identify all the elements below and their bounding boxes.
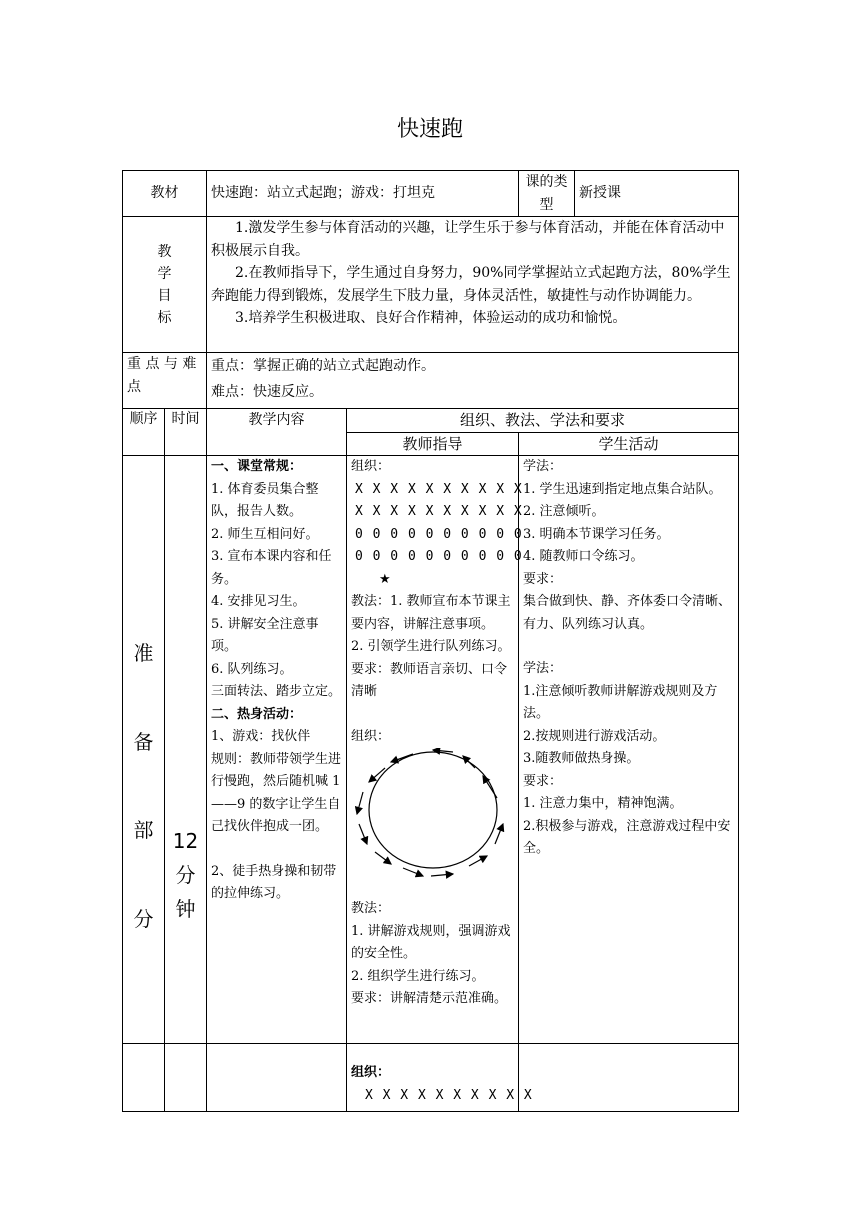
prep-row xyxy=(123,456,739,1044)
student-line: 1.注意倾听教师讲解游戏规则及方法。 xyxy=(523,683,718,721)
lesson-plan-table xyxy=(122,170,739,1112)
goals-label-char: 标 xyxy=(157,310,172,326)
student-line: 4. 随教师口令练习。 xyxy=(523,549,644,564)
next-time xyxy=(165,1044,207,1112)
next-formation-row: X X X X X X X X X X xyxy=(365,1087,533,1103)
student-line: 2.积极参与游戏，注意游戏过程中安全。 xyxy=(523,818,731,856)
content-line: 二、热身活动： xyxy=(211,706,303,722)
student-line: 1. 注意力集中，精神饱满。 xyxy=(523,796,683,811)
col-time: 时间 xyxy=(165,409,207,456)
student-activity xyxy=(519,456,739,1044)
col-org: 组织、教法、学法和要求 xyxy=(347,409,739,433)
student-line: 2. 注意倾听。 xyxy=(523,504,605,519)
goal-item: 2.在教师指导下，学生通过自身努力，90%同学掌握站立式起跑方法，80%学生奔跑能力得到锻炼，发展学生下肢力量，身体灵活性，敏捷性与动作协调能力。 xyxy=(211,265,731,304)
goals-content xyxy=(207,217,739,353)
content-line: 3. 宣布本课内容和任务。 xyxy=(211,549,332,587)
key-label: 重 点 与 难点 xyxy=(123,353,207,409)
order-char: 备 xyxy=(133,729,154,754)
student-line: 学法： xyxy=(523,459,563,474)
goal-item: 3.培养学生积极进取、良好合作精神，体验运动的成功和愉悦。 xyxy=(235,310,627,326)
prep-content xyxy=(207,456,347,1044)
goals-label xyxy=(123,217,207,353)
student-activity-bottom xyxy=(523,658,734,861)
content-line xyxy=(211,839,342,861)
col-student: 学生活动 xyxy=(519,432,739,456)
formation-row: 0 0 0 0 0 0 0 0 0 0 xyxy=(355,526,523,542)
content-line: 规则：教师带领学生进行慢跑，然后随机喊 1——9 的数字让学生自己找伙伴抱成一团。 xyxy=(211,751,342,834)
student-line: 2.按规则进行游戏活动。 xyxy=(523,728,666,744)
circle-arrows-icon xyxy=(351,748,523,898)
student-line: 集合做到快、静、齐体委口令清晰、有力、队列练习认真。 xyxy=(523,594,732,632)
teacher-require-b: 要求：讲解清楚示范准确。 xyxy=(351,991,508,1006)
goals-label-char: 学 xyxy=(157,266,172,282)
student-line: 学法： xyxy=(523,661,563,676)
teacher-method-b1: 1. 讲解游戏规则，强调游戏的安全性。 xyxy=(351,923,511,961)
next-order xyxy=(123,1044,165,1112)
next-org-label: 组织： xyxy=(351,1065,391,1080)
content-line: 2、徒手热身操和韧带的拉伸练习。 xyxy=(211,863,337,901)
column-header-row-1 xyxy=(123,409,739,433)
material-row xyxy=(123,171,739,217)
teacher-require: 要求：教师语言亲切、口令清晰 xyxy=(351,661,508,699)
content-line: 6. 队列练习。 xyxy=(211,661,293,677)
order-char: 准 xyxy=(133,641,154,665)
teacher-method-b2: 2. 组织学生进行练习。 xyxy=(351,968,485,984)
key-difficulty: 难点：快速反应。 xyxy=(211,384,323,400)
teacher-method: 教法：1. 教师宣布本节课主要内容，讲解注意事项。 xyxy=(351,594,511,632)
goals-row xyxy=(123,217,739,353)
formation-row: X X X X X X X X X X xyxy=(355,504,523,519)
page-title: 快速跑 xyxy=(396,117,463,142)
next-student xyxy=(519,1044,739,1112)
key-row xyxy=(123,353,739,409)
formation-row: X X X X X X X X X X xyxy=(355,481,523,497)
student-line: 要求： xyxy=(523,773,563,789)
student-line: 要求： xyxy=(523,571,563,587)
material-label: 教材 xyxy=(123,171,207,217)
next-teacher xyxy=(347,1044,533,1112)
col-content: 教学内容 xyxy=(207,409,347,456)
content-line: 2. 师生互相问好。 xyxy=(211,526,319,542)
student-line: 3. 明确本节课学习任务。 xyxy=(523,526,670,542)
content-line: 一、课堂常规： xyxy=(211,459,303,474)
key-focus: 重点：掌握正确的站立式起跑动作。 xyxy=(211,358,435,374)
type-value: 新授课 xyxy=(575,171,739,217)
time-number: 12 xyxy=(172,829,199,853)
time-char: 分 xyxy=(175,863,196,887)
goals-label-char: 目 xyxy=(157,288,172,304)
goals-label-char: 教 xyxy=(157,244,172,260)
material-value: 快速跑：站立式起跑；游戏：打坦克 xyxy=(207,171,519,217)
col-order: 顺序 xyxy=(123,409,165,456)
key-content xyxy=(207,353,739,409)
teacher-method-2: 2. 引领学生进行队列练习。 xyxy=(351,639,511,654)
content-line: 1、游戏：找伙伴 xyxy=(211,729,311,744)
prep-order xyxy=(123,456,165,1044)
next-row xyxy=(123,1044,739,1112)
org-label-2: 组织： xyxy=(351,728,391,744)
prep-time xyxy=(165,456,207,1044)
student-line: 1. 学生迅速到指定地点集合站队。 xyxy=(523,481,722,497)
teacher-star-icon: ★ xyxy=(379,571,391,587)
order-char: 分 xyxy=(133,906,154,931)
goal-item: 1.激发学生参与体育活动的兴趣，让学生乐于参与体育活动，并能在体育活动中积极展示自我。 xyxy=(211,220,725,259)
type-label: 课的类型 xyxy=(519,171,575,217)
order-char: 部 xyxy=(133,818,154,842)
teacher-method-label: 教法： xyxy=(351,901,391,916)
formation-row: 0 0 0 0 0 0 0 0 0 0 xyxy=(355,549,523,564)
org-label: 组织： xyxy=(351,459,391,474)
content-line: 5. 讲解安全注意事项。 xyxy=(211,616,319,654)
time-char: 钟 xyxy=(175,897,196,921)
running-circle-diagram xyxy=(351,748,514,898)
teacher-guidance xyxy=(347,456,523,1044)
content-line: 三面转法、踏步立定。 xyxy=(211,684,342,699)
next-content xyxy=(207,1044,347,1112)
content-line: 4. 安排见习生。 xyxy=(211,594,306,609)
student-activity-top xyxy=(523,456,734,636)
content-line: 1. 体育委员集合整队，报告人数。 xyxy=(211,481,319,519)
col-teacher: 教师指导 xyxy=(347,432,519,456)
student-line: 3.随教师做热身操。 xyxy=(523,751,640,766)
